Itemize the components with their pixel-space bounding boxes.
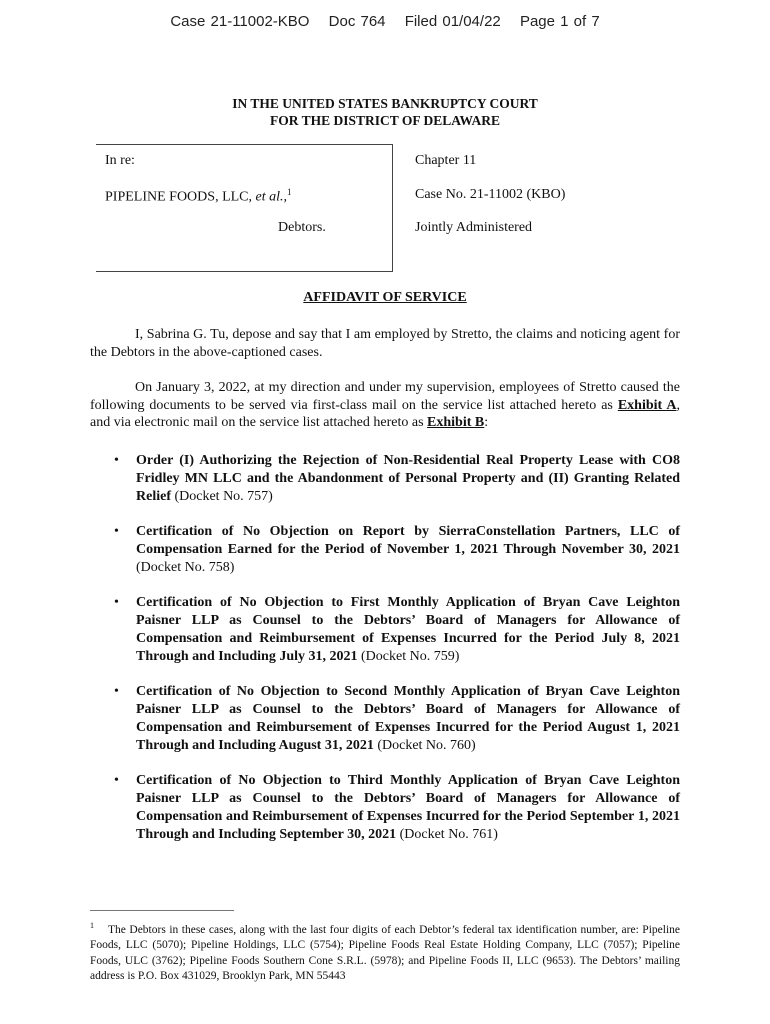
list-item xyxy=(90,523,680,577)
paragraph-service-text-a: On January 3, 2022, at my direction and under my supervision, employees of Stretto caused the following documents to be served via first-class mail on the service list attached hereto as xyxy=(90,380,680,413)
document-title-item: Certification of No Objection on Report by SierraConstellation Partners, LLC of Compensation Earned for the Period of November 1, 2021 Through November 30, 2021 xyxy=(136,524,680,557)
docket-number: (Docket No. 758) xyxy=(136,560,235,575)
paragraph-service xyxy=(90,379,680,432)
document-title-item: Order (I) Authorizing the Rejection of Non-Residential Real Property Lease with CO8 Fridley MN LLC and the Abandonment of Personal Property and (II) Granting Related Relief xyxy=(136,453,680,504)
court-heading xyxy=(0,95,770,129)
filed-date-header: Filed 01/04/22 xyxy=(404,13,501,30)
document-title-item: Certification of No Objection to First Monthly Application of Bryan Cave Leighton Paisner LLP as Counsel to the Debtors’ Board of Managers for Allowance of Compensation and Reimbursement of Expenses Incurred for the Period July 8, 2021 Through and Including July 31, 2021 xyxy=(136,595,680,664)
exhibit-b-link[interactable]: Exhibit B xyxy=(427,415,485,431)
debtor-name: PIPELINE FOODS, LLC, xyxy=(105,189,253,205)
court-heading-line2: FOR THE DISTRICT OF DELAWARE xyxy=(269,113,501,128)
docket-number: (Docket No. 760) xyxy=(377,738,476,753)
court-heading-line1: IN THE UNITED STATES BANKRUPTCY COURT xyxy=(232,96,538,111)
footnote-divider xyxy=(90,910,234,911)
list-item xyxy=(90,683,680,755)
caption-debtors-label: Debtors. xyxy=(278,220,326,235)
caption-case-number: Case No. 21-11002 (KBO) xyxy=(415,187,566,202)
page-number-header: Page 1 of 7 xyxy=(519,13,600,30)
exhibit-a-link[interactable]: Exhibit A xyxy=(617,397,677,413)
docket-number: (Docket No. 759) xyxy=(361,649,460,664)
docket-number: (Docket No. 757) xyxy=(174,489,273,504)
paragraph-service-text-b: , and via electronic mail on the service list attached hereto as xyxy=(90,397,680,431)
footnote-mark: 1 xyxy=(90,921,94,930)
et-al: et al., xyxy=(255,189,288,205)
page-header xyxy=(0,13,770,30)
footnote xyxy=(90,918,680,985)
paragraph-declarant-text: I, Sabrina G. Tu, depose and say that I am employed by Stretto, the claims and noticing agent for the Debtors in the above-captioned cases. xyxy=(90,327,680,360)
caption-chapter: Chapter 11 xyxy=(415,153,477,168)
caption-debtor-name xyxy=(105,187,292,206)
paragraph-service-text-c: : xyxy=(484,415,489,431)
doc-number-header: Doc 764 xyxy=(328,13,386,30)
document-title: AFFIDAVIT OF SERVICE xyxy=(303,290,467,305)
list-item xyxy=(90,772,680,844)
list-item xyxy=(90,452,680,506)
document-title-item: Certification of No Objection to Second Monthly Application of Bryan Cave Leighton Paisner LLP as Counsel to the Debtors’ Board of Managers for Allowance of Compensation and Reimbursement of Expenses Incurred for the Period August 1, 2021 Through and Including August 31, 2021 xyxy=(136,684,680,753)
case-number-header: Case 21-11002-KBO xyxy=(170,13,310,30)
document-title-item: Certification of No Objection to Third Monthly Application of Bryan Cave Leighton Paisner LLP as Counsel to the Debtors’ Board of Managers for Allowance of Compensation and Reimbursement of Expenses Incurred for the Period September 1, 2021 Through and Including September 30, 2021 xyxy=(136,773,680,842)
footnote-text: The Debtors in these cases, along with the last four digits of each Debtor’s federal tax identification number, are: Pipeline Foods, LLC (5070); Pipeline Holdings, LLC (5754); Pipeline Foods Real Estate Holding Company, LLC (7057); Pipeline Foods, ULC (3762); Pipeline Foods Southern Cone S.R.L. (5978); and Pipeline Foods II, LLC (9653). The Debtors’ mailing address is P.O. Box 431029, Brooklyn Park, MN 55443 xyxy=(90,923,680,983)
caption-in-re: In re: xyxy=(105,153,135,168)
footnote-ref[interactable]: 1 xyxy=(287,187,292,197)
list-item xyxy=(90,594,680,666)
paragraph-declarant xyxy=(90,326,680,361)
served-documents-list xyxy=(90,452,680,861)
caption-jointly-administered: Jointly Administered xyxy=(415,220,533,235)
docket-number: (Docket No. 761) xyxy=(399,827,498,842)
caption-box xyxy=(96,144,393,272)
